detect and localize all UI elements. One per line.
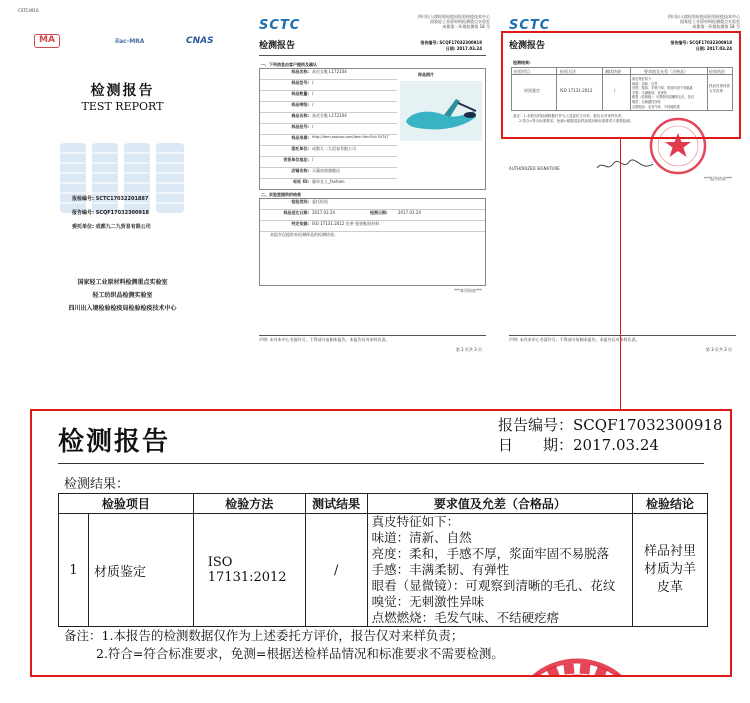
cover-info-line: 报告编号: SCQF17032300918 xyxy=(72,210,149,216)
cnas-logo-icon: CNAS xyxy=(186,36,214,46)
page3-result-label: 检测结果: xyxy=(513,60,531,65)
mini-header: 要求值及允差（合格品） xyxy=(644,69,688,74)
cover-info-line: 报检编号: SCTC17032201887 xyxy=(72,196,149,202)
divider xyxy=(58,463,704,464)
mini-note: 2.符合=符合标准要求，免测=根据送检样品情况和标准要求不需要检测。 xyxy=(519,119,634,123)
header-result: 测试结果 xyxy=(305,494,367,514)
signature-scribble-icon xyxy=(595,158,655,174)
header-line: 成都第一环境检测第 18 号 xyxy=(692,24,740,29)
date-value: 2017.03.24 xyxy=(573,436,659,454)
info-row: 检验类别: 委托检验 xyxy=(260,199,485,210)
sctc-logo-icon: SCTC xyxy=(259,18,301,33)
page2-header-right xyxy=(418,14,490,29)
page3-footnote: 声明: 未经本中心书面许可，不得部分复制本报告。本报告仅对来样负责。 xyxy=(509,337,640,342)
section-heading: 一、下列信息由客户提供及确认 xyxy=(261,62,317,67)
header-conclusion: 检验结论 xyxy=(633,494,708,514)
header-line: 国家轻工业原材料检测重点实验室 xyxy=(680,19,740,24)
header-requirement: 要求值及允差（合格品） xyxy=(367,494,632,514)
info-row: 样品来源: http://item.taobao.com/item.htm?id=54747 xyxy=(260,135,397,146)
info-row: 判定依据: ISO 17131:2012 皮革-鉴别鞋面材料 xyxy=(260,221,485,232)
requirement-line: 真皮特征如下： xyxy=(371,514,460,529)
row-result: / xyxy=(305,514,367,627)
report-no-label: 报告编号： xyxy=(498,416,574,434)
requirement-line: 嗅觉：无刺激性异味 xyxy=(371,594,485,609)
mini-req: 嗅觉：无刺激性异味 xyxy=(632,99,661,104)
page2-report-no: 报告编号: SCQF17032300918 xyxy=(420,40,482,45)
lab-info-table xyxy=(259,198,486,286)
remarks xyxy=(64,627,504,663)
page3-page-number: 第 3 页共 3 页 xyxy=(705,347,732,352)
divider xyxy=(259,55,486,56)
callout-connector xyxy=(620,139,621,409)
result-table xyxy=(58,493,708,627)
cover-page xyxy=(0,0,245,395)
signature-label: AUTHORIZED SIGNATURE xyxy=(509,166,560,171)
cover-footer-line: 轻工纺织品检测实验室 xyxy=(92,292,153,299)
row-method: ISO 17131:2012 xyxy=(193,514,305,627)
page2-page-number: 第 2 页共 3 页 xyxy=(455,347,482,352)
mini-header: 检验项目 xyxy=(514,69,530,74)
mini-conclusion: 样品衬里材质为羊皮革 xyxy=(709,84,730,93)
mini-req: 点燃燃烧：毛发气味、不结硬疙瘩 xyxy=(632,104,680,109)
mini-cell: ISO 17131:2012 xyxy=(560,88,593,93)
table-header-row xyxy=(59,494,708,514)
zoom-title: 检测报告 xyxy=(58,427,171,457)
zoom-meta xyxy=(498,415,722,455)
info-row: 店铺名称: 天猫南郊旗舰店 xyxy=(260,168,397,179)
sample-info-table xyxy=(259,68,486,190)
report-no-value: SCQF17032300918 xyxy=(573,416,723,434)
row-item: 材质鉴定 xyxy=(88,514,193,627)
section-heading: 二、实验室提供的结果 xyxy=(261,192,301,197)
mini-header: 测试结果 xyxy=(605,69,621,74)
cover-footer-line: 国家轻工业原材料检测重点实验室 xyxy=(77,279,168,286)
official-seal-icon xyxy=(502,639,652,677)
requirement-line: 味道：清新、自然 xyxy=(371,530,472,545)
cover-title-cn: 检测报告 xyxy=(90,83,155,99)
report-end-mark: ***报告结束*** xyxy=(704,176,732,181)
info-row: 样品型号: / xyxy=(260,80,397,91)
divider xyxy=(509,335,736,336)
requirement-line: 手感：丰满柔韧、有弹性 xyxy=(371,562,510,577)
info-row: 商品名称: 真皮女鞋 L172104 xyxy=(260,113,397,124)
header-method: 检验方法 xyxy=(193,494,305,514)
info-row: 样品批号: / xyxy=(260,124,397,135)
table-row xyxy=(59,514,708,627)
info-row: 旺旺 ID: 猫享女士_fashion xyxy=(293,179,345,184)
result-label: 检测结果： xyxy=(64,477,130,492)
header-line: 四川出入境检验检疫局检验检疫技术中心 xyxy=(418,14,490,19)
mini-req: 眼看（显微镜）：可观察到清晰的毛孔、花纹 xyxy=(632,95,695,100)
page2-footnote: 声明: 未经本中心书面许可，不得部分复制本报告。本报告仅对来样负责。 xyxy=(259,337,390,342)
mini-note: 备注：1.本报告的检测数据仅作为上述委托方评价，报告仅对来样负责； xyxy=(513,114,625,118)
page2-date: 日期: 2017.03.24 xyxy=(445,46,482,51)
ilac-logo-icon: ilac-MRA xyxy=(115,38,145,45)
mini-header: 检验方法 xyxy=(560,69,576,74)
mini-req: 真皮特征如下： xyxy=(632,77,655,81)
requirement-line: 点燃燃烧：毛发气味、不结硬疙瘩 xyxy=(371,610,560,625)
requirement-line: 眼看（显微镜）：可观察到清晰的毛孔、花纹 xyxy=(371,578,616,593)
info-row: 样品送达日期: 2017.03.24 检测日期: 2017.03.24 xyxy=(260,210,485,221)
row-index: 1 xyxy=(59,514,89,627)
mini-cell: 材质鉴定 xyxy=(524,88,540,93)
cover-info-line: 委托单位: 成都九二九贸易有限公司 xyxy=(72,224,151,230)
page3-report-no: 报告编号: SCQF17032300918 xyxy=(670,40,732,45)
mini-req: 亮度：柔和，手感不厚，浆面牢固不易脱落 xyxy=(632,86,693,91)
report-page-2 xyxy=(255,10,490,355)
requirement-line: 亮度：柔和，手感不厚，浆面牢固不易脱落 xyxy=(371,546,610,561)
page3-date: 日期: 2017.03.24 xyxy=(695,46,732,51)
cover-footer xyxy=(0,276,245,315)
official-seal-icon xyxy=(648,116,708,176)
header-line: 国家轻工业原材料检测重点实验室 xyxy=(430,19,490,24)
header-line: 成都第一环境检测第 18 号 xyxy=(442,24,490,29)
page3-header-right xyxy=(668,14,740,29)
info-row: 供货单位地址: / xyxy=(260,157,397,168)
row-requirements xyxy=(367,514,632,627)
mini-req: 味道：清新、自然 xyxy=(632,81,658,86)
remark-line: 备注：1.本报告的检测数据仅作为上述委托方评价，报告仅对来样负责； xyxy=(64,628,464,643)
info-row: 本报告仅提供本检测样品的检测结果。 xyxy=(270,232,338,237)
cover-footer-line: 四川出入境检验检疫局检验检疫技术中心 xyxy=(68,305,177,312)
sctc-logo-icon: SCTC xyxy=(509,18,551,33)
cover-title-en: TEST REPORT xyxy=(81,100,164,113)
zoomed-result-panel xyxy=(30,409,732,677)
date-label: 日 期： xyxy=(498,436,574,454)
row-conclusion: 样品衬里材质为羊皮革 xyxy=(633,514,708,627)
mini-cell: / xyxy=(614,88,616,93)
cover-code: CSTC4910 xyxy=(18,8,39,13)
shoe-photo-icon xyxy=(400,81,482,141)
info-row: 样品名称: 真皮女鞋 L172104 xyxy=(260,69,397,80)
info-row: 样品数量: / xyxy=(260,91,397,102)
mini-req: 手感：丰满柔韧、有弹性 xyxy=(632,90,668,95)
header-line: 四川出入境检验检疫局检验检疫技术中心 xyxy=(668,14,740,19)
mini-header: 检验结论 xyxy=(709,69,725,74)
info-row: 委托单位: 成都九二九贸易有限公司 xyxy=(260,146,397,157)
divider xyxy=(259,335,486,336)
ma-logo-icon: MA xyxy=(34,34,60,48)
info-row: 样品等级: / xyxy=(260,102,397,113)
sample-photo-label: 样品照片 xyxy=(418,72,434,77)
page3-title: 检测报告 xyxy=(509,41,546,51)
page2-title: 检测报告 xyxy=(259,41,296,51)
page-end-mark: ***本页结束*** xyxy=(454,288,482,293)
cover-info xyxy=(72,192,151,234)
header-item: 检验项目 xyxy=(59,494,194,514)
remark-line: 2.符合=符合标准要求，免测=根据送检样品情况和标准要求不需要检测。 xyxy=(96,646,504,661)
